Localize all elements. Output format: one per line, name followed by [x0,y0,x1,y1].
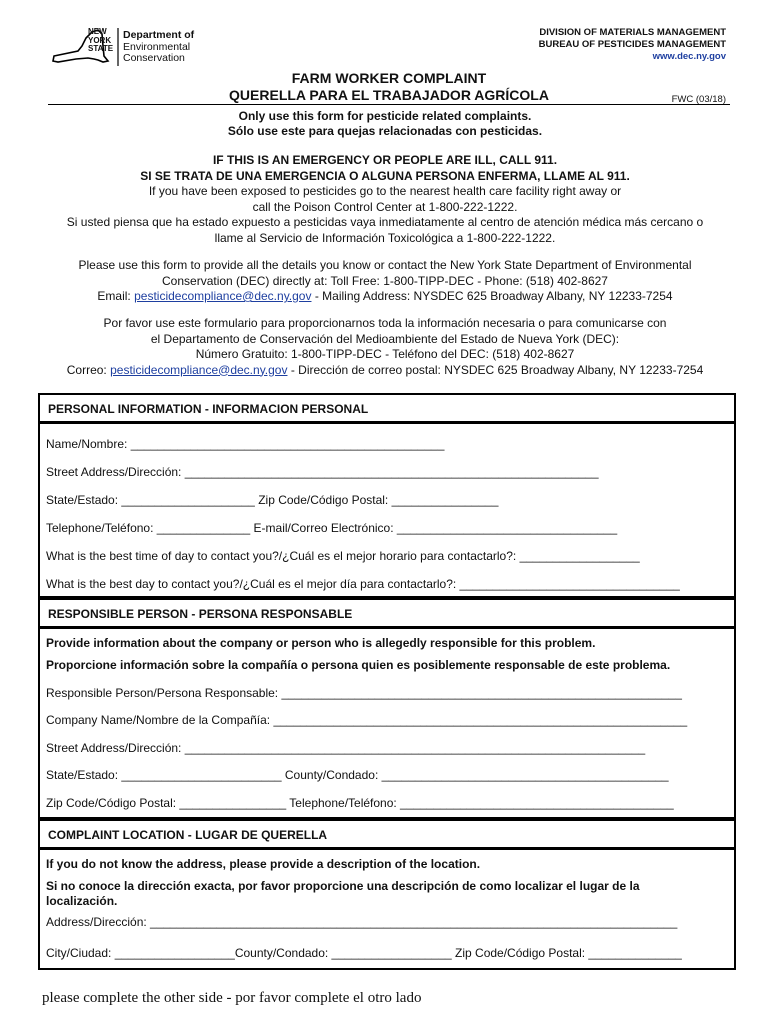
location-instruction-spanish [46,879,640,909]
logo-dept-line-2: Environmental [123,40,191,53]
division-name: DIVISION OF MATERIALS MANAGEMENT [539,27,726,38]
contact-info-spanish [0,316,770,378]
exposed-spanish-1: Si usted piensa que ha estado expuesto a pesticidas vaya inmediatamente al centro de atención médica más cercano o [66,215,704,229]
emergency-english: IF THIS IS AN EMERGENCY OR PEOPLE ARE ILL, CALL 911. [212,153,558,167]
best-time-field[interactable]: What is the best time of day to contact you?/¿Cuál es el mejor horario para contactarlo?: __________________ [46,549,640,563]
responsible-instruction-english: Provide information about the company or person who is allegedly responsible for this problem. [46,636,596,650]
responsible-person-field[interactable]: Responsible Person/Persona Responsable: ____________________________________________________________ [46,686,682,700]
city-county-zip-field[interactable]: City/Ciudad: __________________County/Condado: __________________ Zip Code/Código Postal: ______________ [46,946,682,960]
street-address-field[interactable]: Street Address/Dirección: ______________________________________________________________ [46,465,599,479]
form-title [48,70,730,104]
location-instruction-english: If you do not know the address, please provide a description of the location. [46,857,481,871]
telephone-email-field[interactable]: Telephone/Teléfono: ______________ E-mail/Correo Electrónico: _________________________________ [46,521,618,535]
bureau-name: BUREAU OF PESTICIDES MANAGEMENT [538,39,726,50]
responsible-instruction-spanish: Proporcione información sobre la compañía o persona quien es posiblemente responsable de este problema. [46,658,671,672]
responsible-state-county-field[interactable]: State/Estado: ________________________ County/Condado: ___________________________________________ [46,768,669,782]
exposed-english-1: If you have been exposed to pesticides go to the nearest health care facility right away or [148,184,622,198]
section-heading-location: COMPLAINT LOCATION - LUGAR DE QUERELLA [38,819,736,849]
logo-dept-line-3: Conservation [123,52,185,64]
company-name-field[interactable]: Company Name/Nombre de la Compañía: ______________________________________________________________ [46,713,688,727]
notice-english: Only use this form for pesticide related complaints. [238,109,532,123]
exposed-spanish-2: llame al Servicio de Información Toxicológica a 1-800-222-1222. [214,230,556,245]
notice-spanish: Sólo use este para quejas relacionadas con pesticidas. [227,124,543,138]
location-instruction-spanish-2: localización. [46,894,118,908]
location-instruction-spanish-1: Si no conoce la dirección exacta, por favor proporcione una descripción de como localizar el lugar de la [46,879,640,893]
logo-dept-line-1: Department of [123,29,195,41]
title-spanish: QUERELLA PARA EL TRABAJADOR AGRÍCOLA [229,87,549,103]
please-spanish-1: Por favor use este formulario para proporcionarnos toda la información necesaria o para comunicarse con [103,316,667,330]
please-english-2: Conservation (DEC) directly at: Toll Free: 1-800-TIPP-DEC - Phone: (518) 402-8627 [162,273,608,288]
title-divider [48,104,730,105]
email-link-spanish[interactable]: pesticidecompliance@dec.ny.gov [110,362,288,377]
name-field[interactable]: Name/Nombre: _______________________________________________ [46,437,445,451]
exposed-english-2: call the Poison Control Center at 1-800-222-1222. [252,199,518,214]
emergency-spanish: SI SE TRATA DE UNA EMERGENCIA O ALGUNA PERSONA ENFERMA, LLAME AL 911. [140,168,630,183]
form-number: FWC (03/18) [671,94,726,105]
dec-logo [48,24,208,68]
section-heading-personal: PERSONAL INFORMATION - INFORMACION PERSONAL [38,393,736,423]
title-english: FARM WORKER COMPLAINT [291,70,487,86]
location-address-field[interactable]: Address/Dirección: _______________________________________________________________________________ [46,915,678,929]
website-link[interactable]: www.dec.ny.gov [652,51,726,62]
email-link[interactable]: pesticidecompliance@dec.ny.gov [134,289,312,303]
please-spanish-4: Correo: pesticidecompliance@dec.ny.gov - Dirección de correo postal: NYSDEC 625 Broadway Albany, NY 12233-7254 [66,362,704,377]
other-side-note: please complete the other side - por favor complete el otro lado [42,990,422,1006]
please-english-3: Email: pesticidecompliance@dec.ny.gov - Mailing Address: NYSDEC 625 Broadway Albany, NY 12233-7254 [97,289,673,303]
section-heading-responsible: RESPONSIBLE PERSON - PERSONA RESPONSABLE [38,598,736,628]
please-spanish-3: Número Gratuito: 1-800-TIPP-DEC - Teléfono del DEC: (518) 402-8627 [195,347,575,361]
best-day-field[interactable]: What is the best day to contact you?/¿Cuál es el mejor día para contactarlo?: _________________________________ [46,577,680,591]
contact-info-english [0,258,770,305]
agency-info [539,27,726,63]
pesticide-only-notice [0,109,770,139]
logo-state-line-3: STATE [88,44,114,53]
emergency-notice [0,153,770,246]
logo-state-line-2: YORK [88,35,112,45]
state-zip-field[interactable]: State/Estado: ____________________ Zip Code/Código Postal: ________________ [46,493,499,507]
responsible-zip-telephone-field[interactable]: Zip Code/Código Postal: ________________ Telephone/Teléfono: _________________________________________ [46,796,674,810]
please-english-1: Please use this form to provide all the details you know or contact the New York State Department of Environmental [78,258,692,272]
logo-state-line-1: NEW [88,27,107,36]
please-spanish-2: el Departamento de Conservación del Medioambiente del Estado de Nueva York (DEC): [150,331,620,346]
responsible-street-field[interactable]: Street Address/Dirección: _____________________________________________________________________ [46,741,646,755]
